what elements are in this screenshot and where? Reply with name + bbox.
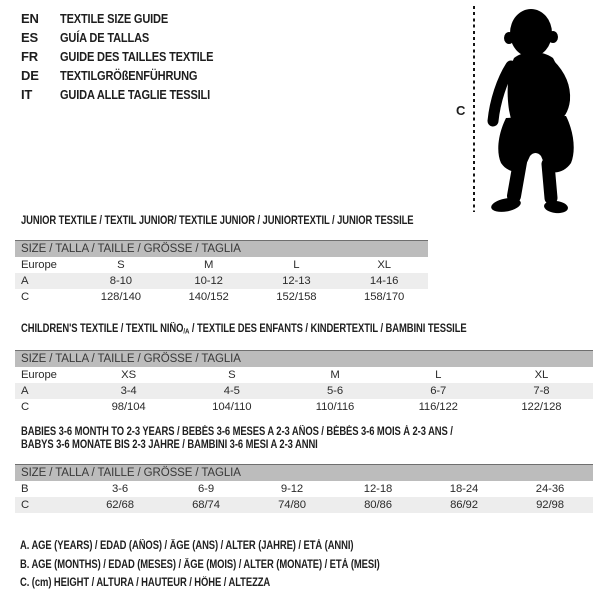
table-title-line — [21, 323, 490, 338]
children-textile-section — [15, 323, 593, 415]
row-label: B — [21, 483, 29, 495]
table-cell: 7-8 — [533, 384, 550, 397]
language-code: FR — [21, 49, 38, 64]
table-cell: 158/170 — [364, 291, 405, 303]
table-cell: 80/86 — [364, 499, 392, 511]
language-code: EN — [21, 11, 39, 26]
table-cell: XL — [377, 259, 391, 271]
size-table — [15, 240, 428, 305]
table-cell: 10-12 — [194, 275, 223, 287]
table-cell: L — [435, 368, 442, 381]
language-row — [21, 47, 240, 66]
table-cell: 104/110 — [212, 400, 252, 413]
row-label: A — [21, 275, 29, 287]
language-code: DE — [21, 68, 39, 83]
title-segment: BABIES 3-6 MONTH TO 2-3 YEARS / BEBÉS 3-6 MESES A 2-3 AÑOS / BÉBÉS 3-6 MOIS À 2-3 ANS / — [21, 426, 453, 438]
language-code: ES — [21, 30, 38, 45]
row-label: C — [21, 499, 30, 511]
babies-textile-section — [15, 426, 593, 513]
table-title — [21, 323, 490, 338]
table-cell: 152/158 — [276, 291, 317, 303]
title-segment: CHILDREN'S TEXTILE / TEXTIL NIÑO — [21, 323, 184, 335]
height-dashed-line — [473, 6, 475, 212]
height-marker-label: C — [456, 103, 466, 118]
table-row — [15, 399, 593, 415]
table-title-line — [21, 426, 490, 439]
table-cell: M — [203, 259, 214, 271]
language-title: GUIDE DES TAILLES TEXTILE — [60, 49, 214, 64]
table-cell: 128/140 — [100, 291, 141, 303]
table-cell: 92/98 — [536, 499, 564, 511]
table-row — [15, 289, 428, 305]
table-cell: 18-24 — [449, 483, 479, 495]
table-cell: 74/80 — [278, 499, 306, 511]
table-cell: M — [330, 368, 340, 381]
language-row — [21, 85, 240, 104]
row-label: C — [21, 400, 30, 413]
table-cell: 98/104 — [111, 400, 146, 413]
table-row — [15, 367, 593, 383]
table-cell: 12-13 — [282, 275, 311, 287]
table-cell: L — [293, 259, 300, 271]
baby-figure — [452, 4, 600, 216]
language-title: TEXTILE SIZE GUIDE — [60, 11, 169, 26]
title-segment: JUNIOR TEXTILE / TEXTIL JUNIOR/ TEXTILE JUNIOR / JUNIORTEXTIL / JUNIOR TESSILE — [21, 215, 414, 227]
table-row — [15, 257, 428, 273]
legend-line: C. (cm) HEIGHT / ALTURA / HAUTEUR / HÖHE / ALTEZZA — [20, 577, 271, 589]
size-header-row: SIZE / TALLA / TAILLE / GRÖSSE / TAGLIA — [15, 350, 593, 367]
table-cell: 8-10 — [109, 275, 132, 287]
language-title: GUIDA ALLE TAGLIE TESSILI — [60, 87, 211, 102]
size-table — [15, 464, 593, 513]
language-row — [21, 28, 240, 47]
table-title-line — [21, 215, 414, 228]
table-title-line — [21, 439, 490, 452]
table-cell: S — [117, 259, 125, 271]
language-list — [21, 9, 240, 104]
language-row — [21, 66, 240, 85]
junior-textile-section — [15, 215, 428, 305]
table-cell: 86/92 — [450, 499, 478, 511]
baby-silhouette-icon — [482, 6, 592, 214]
table-cell: 68/74 — [192, 499, 220, 511]
table-cell: 116/122 — [418, 400, 458, 413]
title-segment: / TEXTILE DES ENFANTS / KINDERTEXTIL / BAMBINI TESSILE — [189, 323, 467, 335]
table-cell: 24-36 — [535, 483, 565, 495]
table-cell: 14-16 — [369, 275, 399, 287]
table-cell: S — [228, 368, 236, 381]
table-cell: XS — [121, 368, 137, 381]
table-cell: XL — [534, 368, 549, 381]
table-cell: 110/116 — [315, 400, 355, 413]
legend-line: B. AGE (MONTHS) / EDAD (MESES) / ÂGE (MOIS) / ALTER (MONATE) / ETÀ (MESI) — [20, 558, 380, 571]
table-row — [15, 497, 593, 513]
legend-line: A. AGE (YEARS) / EDAD (AÑOS) / ÂGE (ANS) / ALTER (JAHRE) / ETÀ (ANNI) — [20, 540, 354, 552]
table-cell: 5-6 — [326, 384, 344, 397]
row-label: A — [21, 384, 29, 397]
row-label: Europe — [21, 368, 57, 381]
language-title: TEXTILGRÖßENFÜHRUNG — [60, 68, 198, 83]
language-code: IT — [21, 87, 33, 102]
size-table — [15, 350, 593, 415]
language-title: GUÍA DE TALLAS — [60, 30, 150, 45]
size-header-row: SIZE / TALLA / TAILLE / GRÖSSE / TAGLIA — [15, 464, 593, 481]
language-row — [21, 9, 240, 28]
size-header-row: SIZE / TALLA / TAILLE / GRÖSSE / TAGLIA — [15, 240, 428, 257]
title-segment: /A — [183, 326, 190, 336]
table-cell: 4-5 — [223, 384, 240, 397]
table-cell: 62/68 — [106, 499, 134, 511]
table-cell: 6-9 — [197, 483, 215, 495]
table-cell: 6-7 — [430, 384, 447, 397]
table-row — [15, 383, 593, 399]
table-title — [21, 426, 490, 452]
row-label: Europe — [21, 259, 57, 271]
table-cell: 9-12 — [280, 483, 304, 495]
title-segment: BABYS 3-6 MONATE BIS 2-3 JAHRE / BAMBINI 3-6 MESI A 2-3 ANNI — [21, 439, 318, 451]
table-cell: 3-4 — [120, 384, 137, 397]
table-title — [21, 215, 414, 228]
row-label: C — [21, 291, 30, 303]
table-cell: 122/128 — [521, 400, 562, 413]
table-cell: 140/152 — [188, 291, 229, 303]
table-row — [15, 481, 593, 497]
table-cell: 3-6 — [111, 483, 129, 495]
table-cell: 12-18 — [363, 483, 393, 495]
table-row — [15, 273, 428, 289]
legend — [20, 537, 459, 593]
